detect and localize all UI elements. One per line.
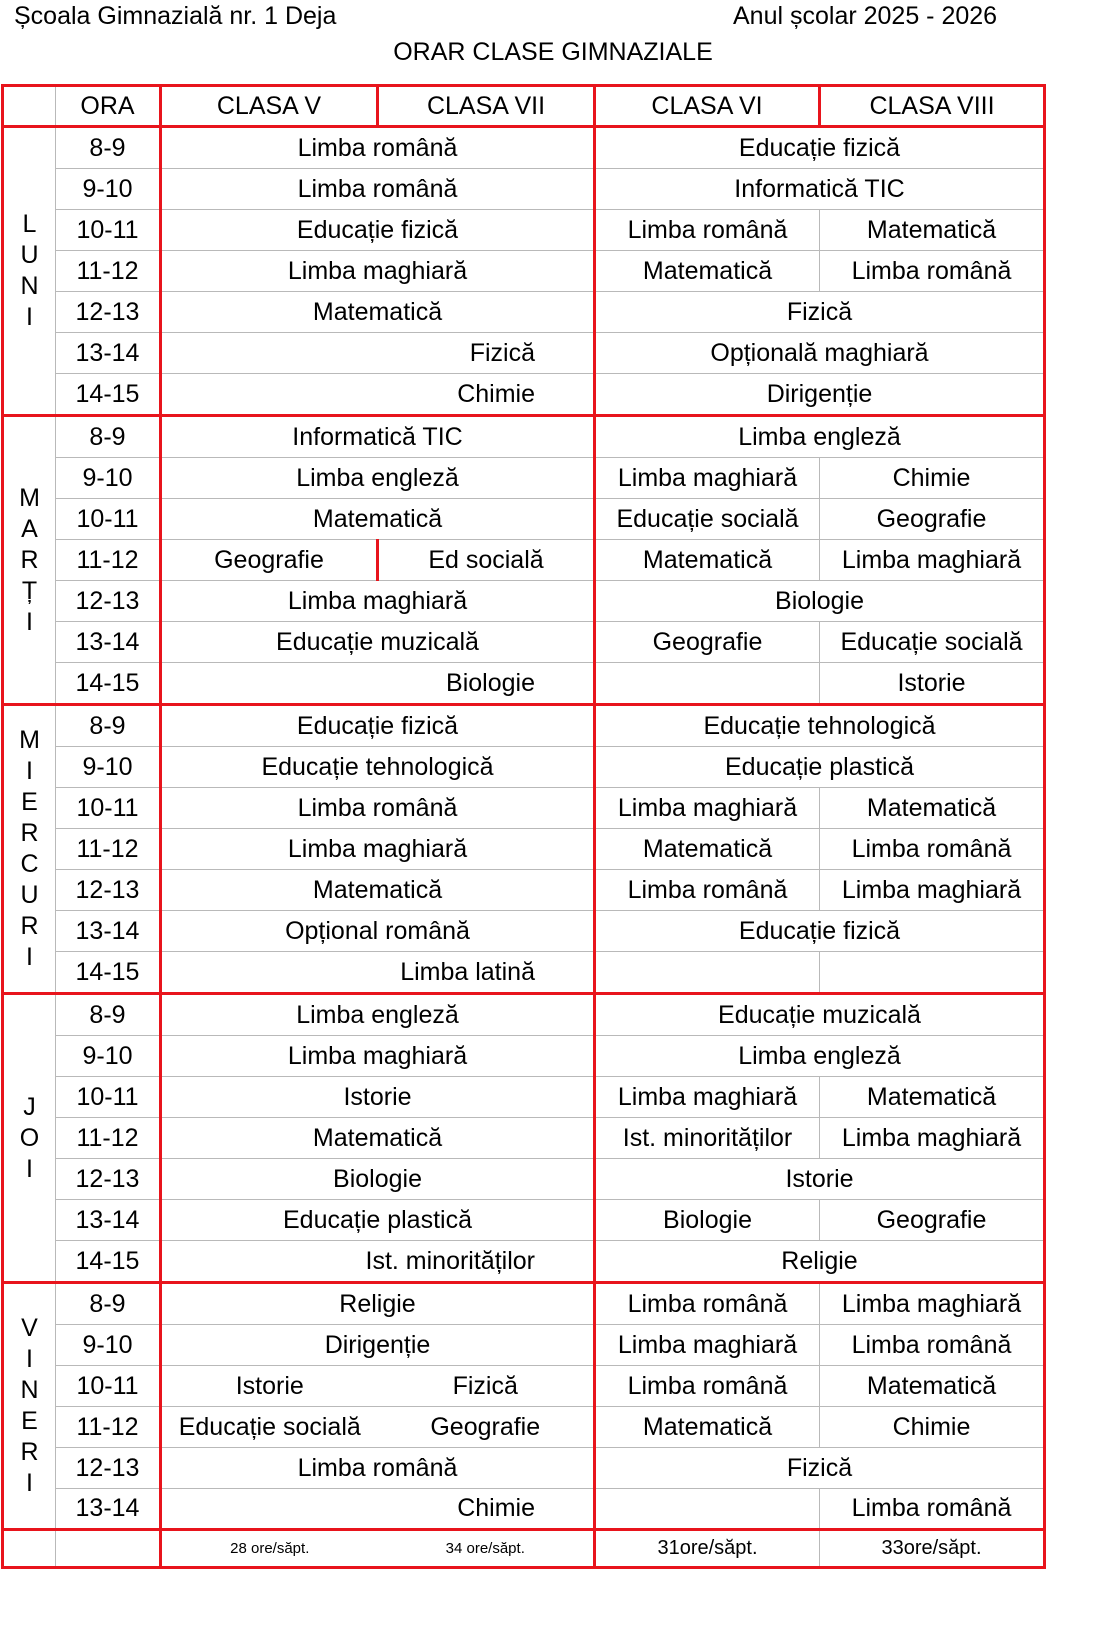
subject-cell: Limba română [820, 829, 1045, 870]
hour-cell: 10-11 [56, 210, 161, 251]
table-row [3, 1407, 1045, 1448]
subject-cell [595, 663, 820, 705]
subject-cell: Istorie [161, 1077, 595, 1118]
hour-cell: 10-11 [56, 1366, 161, 1407]
day-letter: O [19, 1123, 40, 1152]
table-row [3, 1448, 1045, 1489]
hour-cell: 11-12 [56, 1118, 161, 1159]
totals-row [3, 1530, 1045, 1568]
day-letter: U [20, 241, 39, 269]
subject-cell: Limba română [820, 1489, 1045, 1530]
day-letter: I [26, 943, 33, 971]
school-year: Anul școlar 2025 - 2026 [733, 2, 998, 30]
day-letter: I [26, 1345, 33, 1373]
subject-cell: Matematică [595, 251, 820, 292]
subject-cell: Istorie [595, 1159, 1045, 1200]
subject-cell: Geografie [161, 540, 378, 581]
subject-cell: Limba maghiară [595, 458, 820, 499]
total-clasa-v: 28 ore/săpt. [161, 1530, 378, 1568]
col-header-clasa-viii: CLASA VIII [820, 86, 1045, 127]
subject-cell: Limba română [820, 1325, 1045, 1366]
subject-cell: Limba maghiară [161, 829, 595, 870]
hour-cell: 14-15 [56, 663, 161, 705]
hour-cell: 11-12 [56, 540, 161, 581]
day-letter: N [20, 1376, 39, 1404]
header-row [3, 86, 1045, 127]
table-row [3, 1118, 1045, 1159]
table-row [3, 251, 1045, 292]
day-letter: R [20, 1438, 39, 1466]
total-clasa-vii: 34 ore/săpt. [378, 1530, 595, 1568]
subject-cell: Opțional română [161, 911, 595, 952]
hour-cell: 8-9 [56, 416, 161, 458]
hour-cell: 11-12 [56, 251, 161, 292]
subject-cell: Limba română [161, 169, 595, 210]
total-clasa-viii: 33ore/săpt. [820, 1530, 1045, 1568]
subject-cell: Limba română [161, 1448, 595, 1489]
table-row [3, 210, 1045, 251]
table-row [3, 788, 1045, 829]
totals-day-cell [3, 1530, 56, 1568]
table-row [3, 1241, 1045, 1283]
subject-cell: Geografie [820, 1200, 1045, 1241]
subject-cell: Chimie [161, 1489, 595, 1530]
subject-cell: Geografie [378, 1407, 595, 1448]
hour-cell: 12-13 [56, 870, 161, 911]
table-row [3, 705, 1045, 747]
table-row [3, 499, 1045, 540]
col-header-clasa-v: CLASA V [161, 86, 378, 127]
subject-cell: Limba maghiară [820, 1283, 1045, 1325]
total-clasa-vi: 31ore/săpt. [595, 1530, 820, 1568]
table-row [3, 1489, 1045, 1530]
day-letter: R [20, 912, 39, 940]
subject-cell: Educație muzicală [595, 994, 1045, 1036]
hour-cell: 10-11 [56, 499, 161, 540]
day-label [3, 994, 56, 1283]
table-row [3, 416, 1045, 458]
subject-cell: Matematică [820, 210, 1045, 251]
subject-cell: Chimie [161, 374, 595, 416]
day-label [3, 127, 56, 416]
subject-cell: Limba română [161, 127, 595, 169]
subject-cell: Educație socială [595, 499, 820, 540]
subject-cell: Biologie [595, 581, 1045, 622]
subject-cell: Educație fizică [161, 210, 595, 251]
table-row [3, 1325, 1045, 1366]
hour-cell: 14-15 [56, 374, 161, 416]
subject-cell: Educație tehnologică [161, 747, 595, 788]
subject-cell: Opțională maghiară [595, 333, 1045, 374]
table-row [3, 1366, 1045, 1407]
subject-cell: Ed socială [378, 540, 595, 581]
hour-cell: 14-15 [56, 952, 161, 994]
subject-cell: Educație fizică [595, 127, 1045, 169]
subject-cell [595, 1489, 820, 1530]
subject-cell: Limba maghiară [595, 788, 820, 829]
hour-cell: 9-10 [56, 169, 161, 210]
hour-cell: 9-10 [56, 1036, 161, 1077]
day-letter: C [20, 850, 39, 878]
table-row [3, 169, 1045, 210]
hour-cell: 10-11 [56, 788, 161, 829]
day-label [3, 1283, 56, 1530]
timetable [1, 84, 1046, 1569]
table-row [3, 829, 1045, 870]
day-header-cell [3, 86, 56, 127]
day-letter: E [21, 1407, 38, 1435]
table-row [3, 127, 1045, 169]
subject-cell: Informatică TIC [161, 416, 595, 458]
table-row [3, 747, 1045, 788]
subject-cell: Limba română [595, 870, 820, 911]
day-letter: U [20, 881, 39, 909]
subject-cell: Educație socială [820, 622, 1045, 663]
col-header-ora: ORA [56, 86, 161, 127]
subject-cell: Limba maghiară [161, 581, 595, 622]
subject-cell: Matematică [595, 1407, 820, 1448]
subject-cell: Limba maghiară [595, 1325, 820, 1366]
subject-cell [595, 952, 820, 994]
table-row [3, 1200, 1045, 1241]
subject-cell: Limba maghiară [161, 1036, 595, 1077]
hour-cell: 12-13 [56, 1159, 161, 1200]
table-row [3, 1159, 1045, 1200]
subject-cell: Educație muzicală [161, 622, 595, 663]
subject-cell: Chimie [820, 458, 1045, 499]
hour-cell: 9-10 [56, 458, 161, 499]
subject-cell: Matematică [161, 1118, 595, 1159]
day-label [3, 705, 56, 994]
subject-cell: Limba maghiară [161, 251, 595, 292]
table-row [3, 663, 1045, 705]
subject-cell: Limba română [595, 210, 820, 251]
totals-ora-cell [56, 1530, 161, 1568]
table-row [3, 333, 1045, 374]
hour-cell: 12-13 [56, 1448, 161, 1489]
subject-cell: Limba engleză [161, 458, 595, 499]
table-row [3, 952, 1045, 994]
hour-cell: 9-10 [56, 747, 161, 788]
subject-cell: Educație socială [161, 1407, 378, 1448]
subject-cell: Religie [161, 1283, 595, 1325]
page-title: ORAR CLASE GIMNAZIALE [393, 38, 713, 66]
subject-cell: Biologie [595, 1200, 820, 1241]
col-header-clasa-vi: CLASA VI [595, 86, 820, 127]
table-row [3, 581, 1045, 622]
day-letter: M [19, 483, 40, 512]
col-header-clasa-vii: CLASA VII [378, 86, 595, 127]
subject-cell: Fizică [595, 292, 1045, 333]
subject-cell: Biologie [161, 1159, 595, 1200]
subject-cell: Geografie [595, 622, 820, 663]
day-letter: I [26, 1154, 33, 1183]
subject-cell: Limba engleză [595, 1036, 1045, 1077]
subject-cell: Matematică [161, 499, 595, 540]
day-letter: I [26, 303, 33, 331]
subject-cell: Fizică [595, 1448, 1045, 1489]
subject-cell: Limba latină [161, 952, 595, 994]
hour-cell: 8-9 [56, 994, 161, 1036]
subject-cell: Religie [595, 1241, 1045, 1283]
subject-cell: Limba maghiară [820, 870, 1045, 911]
school-name: Școala Gimnazială nr. 1 Deja [14, 2, 337, 30]
hour-cell: 12-13 [56, 581, 161, 622]
hour-cell: 13-14 [56, 911, 161, 952]
day-letter: Ț [21, 576, 38, 605]
subject-cell: Limba română [161, 788, 595, 829]
subject-cell: Matematică [820, 1077, 1045, 1118]
subject-cell: Istorie [820, 663, 1045, 705]
table-row [3, 1077, 1045, 1118]
subject-cell: Educație fizică [161, 705, 595, 747]
subject-cell: Educație plastică [161, 1200, 595, 1241]
hour-cell: 12-13 [56, 292, 161, 333]
hour-cell: 11-12 [56, 1407, 161, 1448]
table-row [3, 911, 1045, 952]
subject-cell: Dirigenție [595, 374, 1045, 416]
table-row [3, 1036, 1045, 1077]
day-letter: V [21, 1314, 38, 1342]
subject-cell: Limba maghiară [595, 1077, 820, 1118]
subject-cell: Matematică [820, 1366, 1045, 1407]
subject-cell: Educație tehnologică [595, 705, 1045, 747]
hour-cell: 11-12 [56, 829, 161, 870]
day-letter: E [21, 788, 38, 816]
day-letter: R [20, 545, 39, 574]
table-row [3, 292, 1045, 333]
subject-cell: Educație fizică [595, 911, 1045, 952]
subject-cell: Chimie [820, 1407, 1045, 1448]
subject-cell: Fizică [378, 1366, 595, 1407]
subject-cell: Limba română [595, 1283, 820, 1325]
subject-cell: Istorie [161, 1366, 378, 1407]
hour-cell: 9-10 [56, 1325, 161, 1366]
subject-cell: Matematică [595, 829, 820, 870]
subject-cell: Limba maghiară [820, 540, 1045, 581]
subject-cell [820, 952, 1045, 994]
day-label [3, 416, 56, 705]
hour-cell: 13-14 [56, 1200, 161, 1241]
subject-cell: Informatică TIC [595, 169, 1045, 210]
subject-cell: Educație plastică [595, 747, 1045, 788]
table-row [3, 374, 1045, 416]
subject-cell: Ist. minorităților [161, 1241, 595, 1283]
hour-cell: 14-15 [56, 1241, 161, 1283]
day-letter: I [26, 757, 33, 785]
subject-cell: Dirigenție [161, 1325, 595, 1366]
subject-cell: Ist. minorităților [595, 1118, 820, 1159]
hour-cell: 10-11 [56, 1077, 161, 1118]
day-letter: L [22, 210, 37, 238]
day-letter: A [21, 514, 38, 543]
subject-cell: Geografie [820, 499, 1045, 540]
day-letter: I [26, 607, 33, 636]
subject-cell: Matematică [595, 540, 820, 581]
subject-cell: Limba română [820, 251, 1045, 292]
subject-cell: Biologie [161, 663, 595, 705]
subject-cell: Matematică [161, 292, 595, 333]
day-letter: I [26, 1469, 33, 1497]
hour-cell: 13-14 [56, 1489, 161, 1530]
subject-cell: Limba română [595, 1366, 820, 1407]
subject-cell: Limba engleză [161, 994, 595, 1036]
table-row [3, 870, 1045, 911]
table-row [3, 458, 1045, 499]
day-letter: R [20, 819, 39, 847]
hour-cell: 8-9 [56, 127, 161, 169]
day-letter: M [19, 726, 40, 754]
subject-cell: Matematică [161, 870, 595, 911]
hour-cell: 8-9 [56, 705, 161, 747]
hour-cell: 8-9 [56, 1283, 161, 1325]
table-row [3, 540, 1045, 581]
table-row [3, 622, 1045, 663]
subject-cell: Matematică [820, 788, 1045, 829]
day-letter: J [23, 1092, 36, 1121]
day-letter: N [20, 272, 39, 300]
table-row [3, 1283, 1045, 1325]
hour-cell: 13-14 [56, 622, 161, 663]
subject-cell: Fizică [161, 333, 595, 374]
table-row [3, 994, 1045, 1036]
subject-cell: Limba engleză [595, 416, 1045, 458]
hour-cell: 13-14 [56, 333, 161, 374]
subject-cell: Limba maghiară [820, 1118, 1045, 1159]
